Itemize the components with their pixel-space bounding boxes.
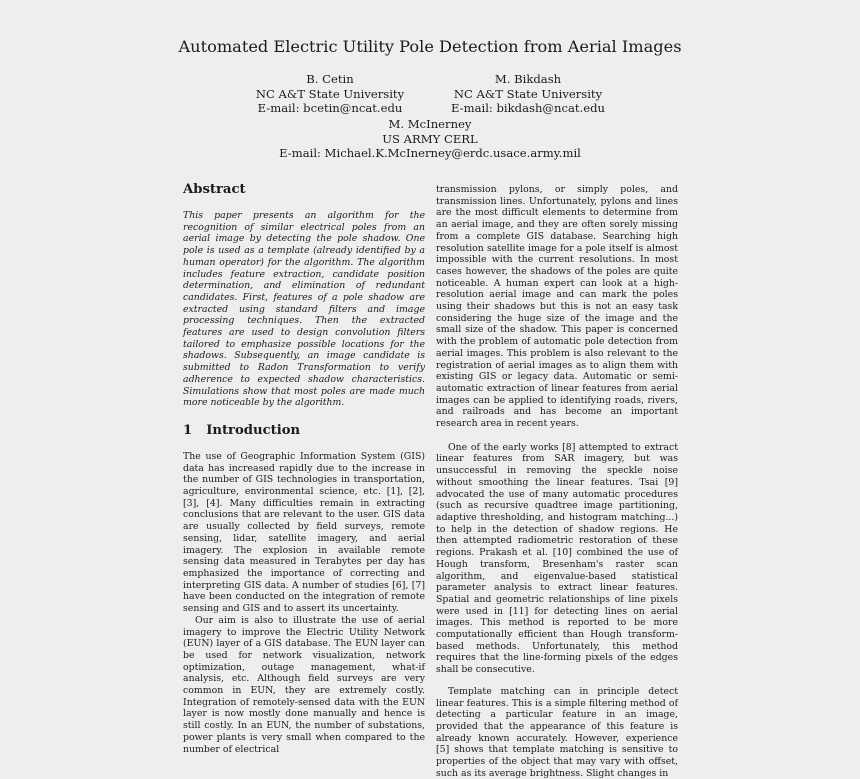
author-block-3 [230,117,630,161]
author-name: B. Cetin [306,72,354,86]
body-paragraph-2: One of the early works [8] attempted to extract linear features from SAR imagery, but was unsuccessful in removing the speckle noise without smoothing the linear features. Tsai [9] advocated the use of many automatic procedures (such as recursive quadtree image partitioning, adaptive thresholding, and histogram matching...) to help in the detection of shadow regions. He then attempted radiometric restoration of these regions. Prakash et al. [10] combined the use of Hough transform, Bresenham's raster scan algorithm, and eigenvalue-based statistical parameter analysis to extract linear features. Spatial and geometric relationships of line pixels were used in [11] for detecting lines on aerial images. This method is reported to be more computationally efficient than Hough transform-based methods. Unfortunately, this method requires that the line-forming pixels of the edges shall be consecutive. [436,441,678,676]
right-column [436,184,678,779]
author-name: M. Bikdash [494,72,562,86]
author-email: E-mail: Michael.K.McInerney@erdc.usace.army.mil [279,146,581,160]
author-block-1 [230,72,430,116]
abstract-text: This paper presents an algorithm for the recognition of similar electrical poles from an aerial image by detecting the pole shadow. One pole is used as a template (already identified by a human operator) for the algorithm. The algorithm includes feature extraction, candidate position determination, and elimination of redundant candidates. First, features of a pole shadow are extracted using standard filters and image processing techniques. Then the extracted features are used to design convolution filters tailored to emphasize possible locations for the shadows. Subsequently, an image candidate is submitted to Radon Transformation to verify adherence to expected shadow characteristics. Simulations show that most poles are made much more noticeable by the algorithm. [183,210,425,409]
left-column [183,182,425,755]
paper-title: Automated Electric Utility Pole Detection from Aerial Images [178,37,682,56]
body-paragraph-1: transmission pylons, or simply poles, and transmission lines. Unfortunately, pylons and lines are the most difficult elements to determine from an aerial image, and they are often sorely missing from a complete GIS database. Searching high resolution satellite image for a pole itself is almost impossible with the current resolutions. In most cases however, the shadows of the poles are quite noticeable. A human expert can look at a high-resolution aerial image and can mark the poles using their shadows but this is not an easy task considering the huge size of the image and the small size of the shadow. This paper is concerned with the problem of automatic pole detection from aerial images. This problem is also relevant to the registration of aerial images as to align them with existing GIS or legacy data. Automatic or semi-automatic extraction of linear features from aerial images can be applied to identifying roads, rivers, and railroads and has become an important research area in recent years. [436,184,678,430]
author-email: E-mail: bikdash@ncat.edu [451,101,605,115]
author-affiliation: US ARMY CERL [382,131,478,146]
author-name: M. McInerney [388,117,472,131]
section-title: Introduction [206,422,301,438]
section-number: 1 [183,422,193,438]
author-block-2 [418,72,638,116]
author-email: E-mail: bcetin@ncat.edu [257,101,403,115]
author-affiliation: NC A&T State University [255,86,405,101]
intro-paragraph-2: Our aim is also to illustrate the use of aerial imagery to improve the Electric Utility Network (EUN) layer of a GIS database. The EUN layer can be used for network visualization, network optimization, outage management, what-if analysis, etc. Although field surveys are very common in EUN, they are extremely costly. Integration of remotely-sensed data with the EUN layer is now mostly done manually and hence is still costly. In an EUN, the number of substations, power plants is very small when compared to the number of electrical [183,614,425,755]
body-paragraph-3: Template matching can in principle detect linear features. This is a simple filtering method of detecting a particular feature in an image, provided that the appearance of this feature is already known accurately. However, experience [5] shows that template matching is sensitive to properties of the object that may vary with offset, such as its average brightness. Slight changes in [436,685,678,779]
intro-paragraph-1: The use of Geographic Information System (GIS) data has increased rapidly due to the increase in the number of GIS technologies in transportation, agriculture, environmental science, etc. [1], [2], [3], [4]. Many difficulties remain in extracting conclusions that are relevant to the user. GIS data are usually collected by field surveys, remote sensing, lidar, satellite imagery, and aerial imagery. The explosion in available remote sensing data measured in Terabytes per day has emphasized the importance of correcting and interpreting GIS data. A number of studies [6], [7] have been conducted on the integration of remote sensing and GIS and to assert its uncertainty. [183,450,425,615]
section-heading-introduction [183,423,425,439]
author-affiliation: NC A&T State University [453,86,603,101]
abstract-heading: Abstract [183,182,246,197]
